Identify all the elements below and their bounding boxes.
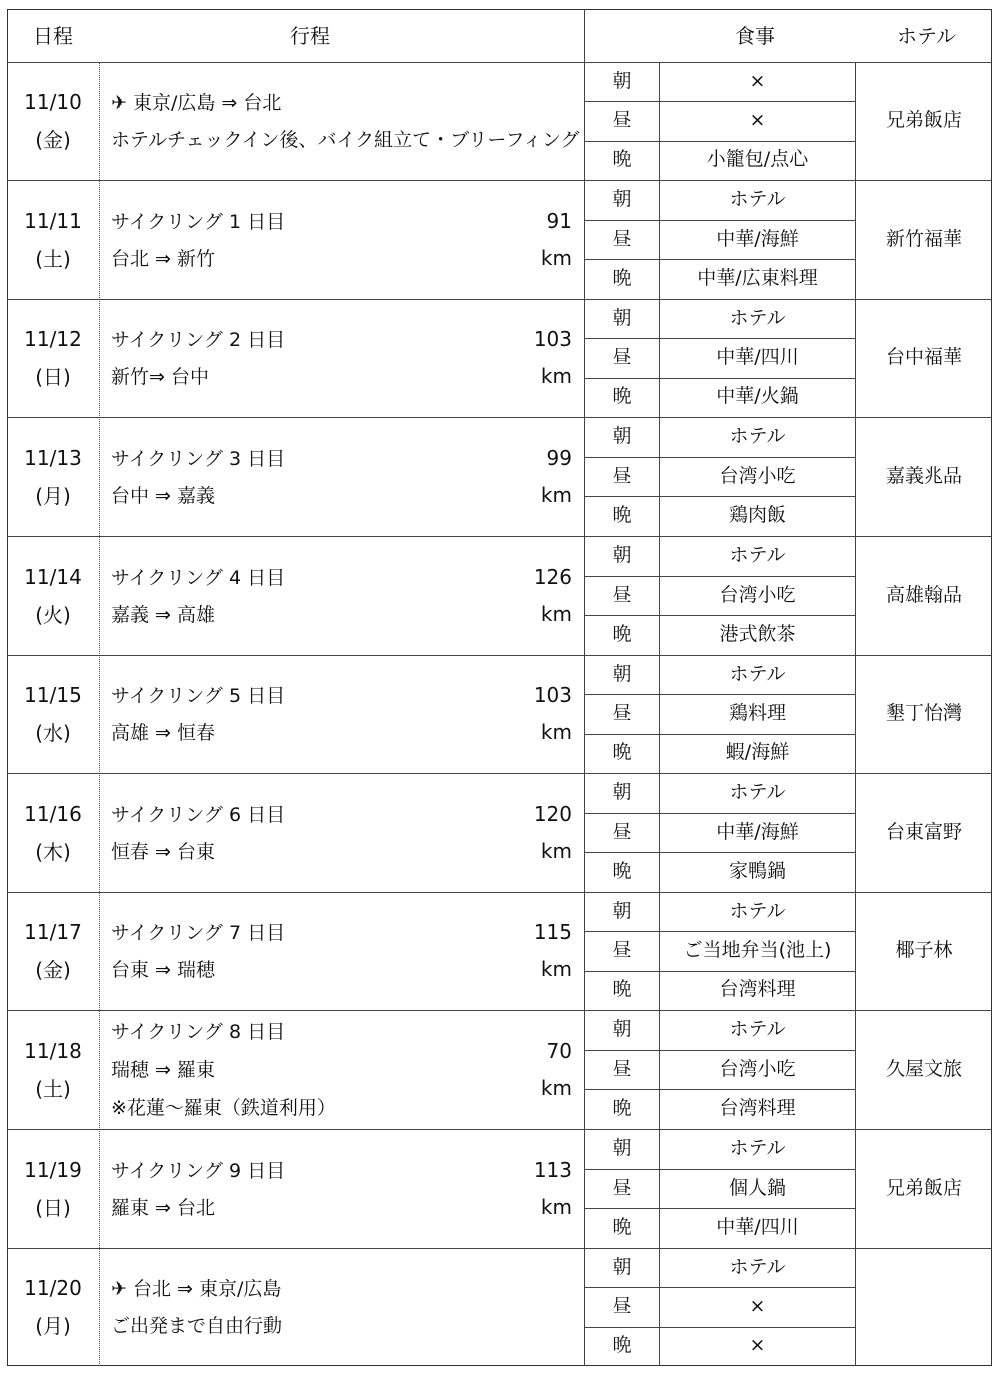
- meal-value: ホテル: [729, 187, 786, 210]
- meal-value: 台湾小吃: [719, 464, 796, 487]
- hotel-name: 新竹福華: [885, 227, 962, 250]
- itinerary-route: 羅東 ⇒ 台北: [111, 1196, 215, 1219]
- itinerary-line: サイクリング 3 日目: [111, 447, 286, 470]
- meal-time-label: 朝: [612, 69, 632, 92]
- row-divider: [7, 773, 992, 774]
- distance-value: 113: [533, 1157, 572, 1182]
- meal-divider: [584, 220, 855, 221]
- hotel-name: 兄弟飯店: [885, 109, 962, 131]
- meal-divider: [584, 1208, 855, 1209]
- meal-divider: [584, 971, 855, 972]
- meal-time-label: 昼: [612, 1176, 632, 1199]
- meal-value: ホテル: [729, 543, 786, 566]
- meal-divider: [584, 338, 855, 339]
- meal-divider: [584, 576, 855, 577]
- itinerary-route: 台北 ⇒ 新竹: [111, 247, 215, 270]
- distance-value: 103: [533, 683, 572, 707]
- meal-time-label: 晩: [612, 1097, 632, 1120]
- itinerary-line: サイクリング 5 日目: [111, 685, 286, 707]
- row-day: (金): [35, 128, 71, 152]
- distance-value: 99: [546, 445, 572, 470]
- row-day: (土): [35, 1076, 71, 1101]
- itinerary-line: ✈ 台北 ⇒ 東京/広島: [111, 1278, 282, 1300]
- row-date: 11/10: [24, 90, 82, 114]
- row-divider: [7, 417, 992, 418]
- row-day: (火): [35, 602, 71, 627]
- meal-divider: [584, 734, 855, 735]
- header-meals: 食事: [735, 24, 775, 48]
- row-divider: [7, 1248, 992, 1249]
- meal-value: ×: [749, 1334, 766, 1357]
- meal-time-label: 晩: [612, 267, 632, 290]
- row-date: 11/17: [24, 920, 82, 944]
- itinerary-note: ※花蓮～羅東（鉄道利用）: [111, 1097, 336, 1119]
- meal-divider: [584, 694, 855, 695]
- meal-value: ×: [749, 109, 766, 131]
- meal-time-label: 晩: [612, 385, 632, 408]
- meal-divider: [584, 457, 855, 458]
- meal-time-label: 昼: [612, 702, 632, 724]
- row-date: 11/11: [24, 208, 82, 233]
- row-date: 11/13: [24, 445, 82, 470]
- distance-value: 70: [546, 1038, 572, 1063]
- meal-time-label: 昼: [612, 583, 632, 606]
- meal-time-label: 昼: [612, 227, 632, 250]
- meal-divider: [584, 1327, 855, 1328]
- meal-time-label: 昼: [612, 820, 632, 843]
- hotel-name: 兄弟飯店: [885, 1176, 962, 1199]
- meal-value: 港式飲茶: [719, 623, 796, 646]
- meal-value: 中華/四川: [716, 346, 799, 368]
- row-day: (木): [35, 839, 71, 864]
- meal-divider: [584, 1089, 855, 1090]
- meal-value: ×: [749, 1295, 766, 1317]
- itinerary-line: サイクリング 7 日目: [111, 922, 286, 944]
- meal-value: ホテル: [729, 306, 786, 329]
- meal-time-label: 晩: [612, 860, 632, 883]
- row-day: (水): [35, 721, 71, 745]
- itinerary-line: サイクリング 8 日目: [111, 1021, 286, 1043]
- meal-value: ホテル: [729, 1136, 786, 1159]
- meal-divider: [584, 259, 855, 260]
- meal-time-label: 晩: [612, 504, 632, 527]
- meal-time-label: 昼: [612, 464, 632, 487]
- meal-time-label: 朝: [612, 306, 632, 329]
- meal-value: ×: [749, 69, 766, 92]
- hotel-name: 久屋文旅: [885, 1057, 962, 1080]
- itinerary-line: サイクリング 4 日目: [111, 566, 286, 589]
- row-date: 11/19: [24, 1157, 82, 1182]
- meal-value: 台湾小吃: [719, 583, 796, 606]
- meal-value: 台湾料理: [719, 1097, 796, 1120]
- itinerary-line: サイクリング 9 日目: [111, 1159, 286, 1182]
- row-day: (金): [35, 958, 71, 982]
- meal-time-label: 朝: [612, 780, 632, 803]
- meal-value: 中華/四川: [716, 1216, 799, 1239]
- meal-time-label: 朝: [612, 899, 632, 922]
- meal-time-label: 朝: [612, 662, 632, 685]
- meal-value: ホテル: [729, 662, 786, 685]
- meal-divider: [584, 1050, 855, 1051]
- row-date: 11/20: [24, 1276, 82, 1300]
- meal-time-label: 朝: [612, 424, 632, 447]
- meal-divider: [584, 378, 855, 379]
- meal-value: 鶏肉飯: [728, 504, 786, 527]
- itinerary-line: ✈ 東京/広島 ⇒ 台北: [111, 92, 282, 114]
- meal-value: ご当地弁当(池上): [683, 939, 832, 961]
- itinerary-route: ホテルチェックイン後、バイク組立て・ブリーフィング: [111, 129, 580, 151]
- itinerary-line: サイクリング 1 日目: [111, 210, 286, 233]
- meal-divider: [584, 101, 855, 102]
- row-divider: [7, 536, 992, 537]
- meal-value: 中華/広東料理: [697, 267, 818, 290]
- row-date: 11/12: [24, 327, 82, 351]
- meal-divider: [584, 141, 855, 142]
- distance-unit: km: [540, 601, 572, 626]
- row-date: 11/16: [24, 801, 82, 826]
- meal-column-divider: [584, 9, 585, 1366]
- row-divider: [7, 892, 992, 893]
- distance-unit: km: [540, 957, 572, 981]
- itinerary-route: ご出発まで自由行動: [111, 1315, 283, 1337]
- meal-divider: [584, 931, 855, 932]
- meal-time-label: 晩: [612, 623, 632, 646]
- row-day: (日): [35, 365, 71, 389]
- row-date: 11/14: [24, 564, 82, 589]
- itinerary-route: 恒春 ⇒ 台東: [111, 840, 215, 863]
- hotel-name: 高雄翰品: [885, 583, 962, 606]
- meal-time-label: 朝: [612, 543, 632, 566]
- itinerary-route: 台中 ⇒ 嘉義: [111, 484, 215, 507]
- meal-time-label: 朝: [612, 1017, 632, 1040]
- hotel-name: 台中福華: [885, 346, 962, 368]
- hotel-name: 嘉義兆品: [885, 464, 962, 487]
- itinerary-line: サイクリング 6 日目: [111, 803, 286, 826]
- meal-divider: [584, 615, 855, 616]
- distance-unit: km: [540, 482, 572, 507]
- distance-value: 115: [533, 920, 572, 944]
- meal-value: 個人鍋: [728, 1176, 786, 1199]
- row-divider: [7, 1129, 992, 1130]
- meal-value: 台湾料理: [719, 978, 796, 1001]
- meal-divider: [584, 496, 855, 497]
- meal-time-label: 昼: [612, 939, 632, 961]
- meal-time-label: 昼: [612, 346, 632, 368]
- distance-unit: km: [540, 1075, 572, 1100]
- row-divider: [7, 1010, 992, 1011]
- header-hotel: ホテル: [897, 24, 956, 48]
- hotel-name: 台東富野: [885, 820, 962, 843]
- row-date: 11/18: [24, 1038, 82, 1063]
- header-divider: [7, 62, 992, 63]
- hotel-column-divider: [855, 1248, 856, 1366]
- meal-time-label: 朝: [612, 1136, 632, 1159]
- distance-value: 103: [533, 327, 572, 351]
- meal-time-label: 朝: [612, 1255, 632, 1278]
- meal-value: ホテル: [729, 780, 786, 803]
- meal-time-label: 昼: [612, 109, 632, 131]
- row-divider: [7, 180, 992, 181]
- meal-value: 中華/海鮮: [716, 227, 799, 250]
- meal-value: 蝦/海鮮: [725, 741, 790, 764]
- header-date: 日程: [33, 24, 73, 48]
- distance-unit: km: [540, 1194, 572, 1219]
- distance-value: 120: [533, 801, 572, 826]
- meal-divider: [584, 1169, 855, 1170]
- meal-value: ホテル: [729, 1255, 786, 1278]
- hotel-name: 墾丁怡灣: [885, 702, 962, 724]
- meal-value: ホテル: [729, 1017, 786, 1040]
- meal-time-label: 晩: [612, 1216, 632, 1239]
- meal-value: 鶏料理: [728, 702, 786, 724]
- meal-value: 家鴨鍋: [728, 860, 786, 883]
- meal-value: 台湾小吃: [719, 1057, 796, 1080]
- itinerary-route: 嘉義 ⇒ 高雄: [111, 603, 215, 626]
- meal-time-label: 晩: [612, 741, 632, 764]
- meal-value: ホテル: [729, 424, 786, 447]
- meal-divider: [584, 813, 855, 814]
- itinerary-route: 高雄 ⇒ 恒春: [111, 722, 215, 744]
- row-divider: [7, 299, 992, 300]
- meal-time-label: 昼: [612, 1057, 632, 1080]
- meal-time-label: 晩: [612, 1334, 632, 1357]
- distance-unit: km: [540, 245, 572, 270]
- row-divider: [7, 655, 992, 656]
- distance-value: 126: [533, 564, 572, 589]
- row-day: (月): [35, 483, 71, 508]
- date-column-divider: [99, 62, 100, 1366]
- row-day: (日): [35, 1195, 71, 1220]
- meal-time-label: 昼: [612, 1295, 632, 1317]
- distance-unit: km: [540, 838, 572, 863]
- row-day: (月): [35, 1314, 71, 1338]
- meal-value: ホテル: [729, 899, 786, 922]
- row-date: 11/15: [24, 683, 82, 707]
- meal-value: 小籠包/点心: [706, 148, 809, 171]
- itinerary-line: サイクリング 2 日目: [111, 329, 286, 351]
- itinerary-route: 新竹⇒ 台中: [111, 366, 209, 388]
- itinerary-route: 台東 ⇒ 瑞穂: [111, 959, 215, 981]
- distance-unit: km: [540, 364, 572, 388]
- meal-divider: [584, 852, 855, 853]
- meal-value: 中華/火鍋: [716, 385, 799, 408]
- row-day: (土): [35, 246, 71, 271]
- meal-time-label: 朝: [612, 187, 632, 210]
- meal-divider: [584, 1287, 855, 1288]
- itinerary-route: 瑞穂 ⇒ 羅東: [111, 1059, 215, 1081]
- header-itinerary: 行程: [290, 24, 330, 48]
- hotel-name: 椰子林: [895, 939, 953, 961]
- distance-value: 91: [546, 208, 572, 233]
- distance-unit: km: [540, 720, 572, 744]
- meal-time-label: 晩: [612, 978, 632, 1001]
- meal-value: 中華/海鮮: [716, 820, 799, 843]
- meal-time-label: 晩: [612, 148, 632, 171]
